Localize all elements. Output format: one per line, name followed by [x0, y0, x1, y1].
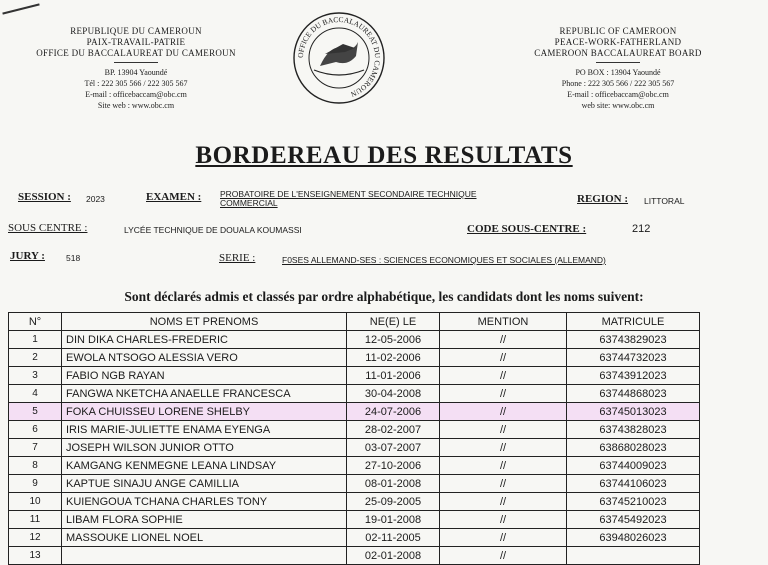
matricule: 63743829023	[567, 331, 700, 349]
session-value: 2023	[86, 194, 105, 204]
mention: //	[440, 403, 567, 421]
candidate-name	[62, 547, 347, 565]
birth-date: 12-05-2006	[347, 331, 440, 349]
col-header-name: NOMS ET PRENOMS	[62, 313, 347, 331]
table-row	[9, 439, 700, 457]
table-row	[9, 421, 700, 439]
table-row	[9, 331, 700, 349]
website-fr: Site web : www.obc.cm	[97, 101, 175, 110]
serie-value: F0SES ALLEMAND-SES : SCIENCES ECONOMIQUES ET SOCIALES (ALLEMAND)	[282, 255, 606, 265]
serie-label: SERIE :	[219, 252, 256, 264]
matricule: 63745492023	[567, 511, 700, 529]
jury-value: 518	[66, 253, 81, 263]
birth-date: 02-11-2005	[347, 529, 440, 547]
table-row	[9, 349, 700, 367]
candidate-name: FANGWA NKETCHA ANAELLE FRANCESCA	[62, 385, 347, 403]
results-table	[8, 312, 700, 565]
email-fr: E-mail : officebaccam@obc.cm	[85, 90, 187, 99]
candidate-name: DIN DIKA CHARLES-FREDERIC	[62, 331, 347, 349]
candidate-name: LIBAM FLORA SOPHIE	[62, 511, 347, 529]
table-row	[9, 457, 700, 475]
candidate-name: KAPTUE SINAJU ANGE CAMILLIA	[62, 475, 347, 493]
sous-centre-value: LYCÉE TECHNIQUE DE DOUALA KOUMASSI	[124, 225, 302, 235]
mention: //	[440, 367, 567, 385]
jury-label: JURY :	[10, 250, 45, 262]
matricule: 63745210023	[567, 493, 700, 511]
matricule: 63744009023	[567, 457, 700, 475]
birth-date: 30-04-2008	[347, 385, 440, 403]
birth-date: 03-07-2007	[347, 439, 440, 457]
postal-box-fr: BP. 13904 Yaoundé	[104, 68, 168, 77]
birth-date: 25-09-2005	[347, 493, 440, 511]
row-number: 7	[9, 439, 62, 457]
birth-date: 08-01-2008	[347, 475, 440, 493]
matricule: 63744868023	[567, 385, 700, 403]
seal-ring-text: OFFICE DU BACCALAUREAT DU CAMEROUN	[295, 14, 383, 99]
candidate-name: IRIS MARIE-JULIETTE ENAMA EYENGA	[62, 421, 347, 439]
mention: //	[440, 385, 567, 403]
examen-value-line1: PROBATOIRE DE L'ENSEIGNEMENT SECONDAIRE TECHNIQUE	[220, 189, 477, 199]
matricule: 63745013023	[567, 403, 700, 421]
birth-date: 11-01-2006	[347, 367, 440, 385]
row-number: 3	[9, 367, 62, 385]
table-header-row	[9, 313, 700, 331]
postal-box-en: PO BOX : 13904 Yaoundé	[575, 68, 661, 77]
row-number: 13	[9, 547, 62, 565]
row-number: 2	[9, 349, 62, 367]
row-number: 12	[9, 529, 62, 547]
candidate-name: JOSEPH WILSON JUNIOR OTTO	[62, 439, 347, 457]
matricule: 63743828023	[567, 421, 700, 439]
header-divider	[114, 62, 158, 63]
country-name-en: REPUBLIC OF CAMEROON	[559, 26, 677, 36]
mention: //	[440, 439, 567, 457]
website-en: web site: www.obc.cm	[581, 101, 655, 110]
region-label: REGION :	[577, 193, 629, 205]
table-row	[9, 511, 700, 529]
motto-fr: PAIX-TRAVAIL-PATRIE	[86, 37, 186, 47]
birth-date: 19-01-2008	[347, 511, 440, 529]
mention: //	[440, 331, 567, 349]
mention: //	[440, 547, 567, 565]
table-row	[9, 529, 700, 547]
mention: //	[440, 493, 567, 511]
birth-date: 27-10-2006	[347, 457, 440, 475]
table-row	[9, 385, 700, 403]
results-intro: Sont déclarés admis et classés par ordre alphabétique, les candidats dont les noms suivent:	[124, 289, 644, 304]
birth-date: 28-02-2007	[347, 421, 440, 439]
matricule: 63744732023	[567, 349, 700, 367]
mention: //	[440, 529, 567, 547]
col-header-matricule: MATRICULE	[567, 313, 700, 331]
table-row	[9, 547, 700, 565]
code-sous-centre-value: 212	[632, 223, 651, 235]
row-number: 1	[9, 331, 62, 349]
matricule: 63744106023	[567, 475, 700, 493]
row-number: 5	[9, 403, 62, 421]
col-header-birthdate: NE(E) LE	[347, 313, 440, 331]
mention: //	[440, 475, 567, 493]
candidate-name: KAMGANG KENMEGNE LEANA LINDSAY	[62, 457, 347, 475]
table-row	[9, 475, 700, 493]
office-name-en: CAMEROON BACCALAUREAT BOARD	[534, 48, 702, 58]
motto-en: PEACE-WORK-FATHERLAND	[554, 37, 682, 47]
sous-centre-label: SOUS CENTRE :	[8, 222, 88, 234]
matricule: 63868028023	[567, 439, 700, 457]
row-number: 9	[9, 475, 62, 493]
document-title: BORDEREAU DES RESULTATS	[195, 142, 573, 169]
row-number: 6	[9, 421, 62, 439]
mention: //	[440, 457, 567, 475]
row-number: 4	[9, 385, 62, 403]
phone-en: Phone : 222 305 566 / 222 305 567	[561, 79, 675, 88]
table-row	[9, 367, 700, 385]
office-name-fr: OFFICE DU BACCALAUREAT DU CAMEROUN	[36, 48, 236, 58]
code-sous-centre-label: CODE SOUS-CENTRE :	[467, 223, 587, 235]
country-name-fr: REPUBLIQUE DU CAMEROUN	[70, 26, 202, 36]
header-divider	[596, 62, 640, 63]
row-number: 8	[9, 457, 62, 475]
candidate-name: FOKA CHUISSEU LORENE SHELBY	[62, 403, 347, 421]
candidate-name: EWOLA NTSOGO ALESSIA VERO	[62, 349, 347, 367]
col-header-mention: MENTION	[440, 313, 567, 331]
candidate-name: KUIENGOUA TCHANA CHARLES TONY	[62, 493, 347, 511]
matricule: 63743912023	[567, 367, 700, 385]
candidate-name: MASSOUKE LIONEL NOEL	[62, 529, 347, 547]
birth-date: 02-01-2008	[347, 547, 440, 565]
table-row	[9, 403, 700, 421]
mention: //	[440, 349, 567, 367]
birth-date: 24-07-2006	[347, 403, 440, 421]
row-number: 10	[9, 493, 62, 511]
office-seal-logo	[292, 8, 386, 108]
scan-mark	[2, 3, 39, 14]
mention: //	[440, 421, 567, 439]
session-label: SESSION :	[18, 191, 71, 203]
table-row	[9, 493, 700, 511]
region-value: LITTORAL	[644, 196, 685, 206]
mention: //	[440, 511, 567, 529]
col-header-number: N°	[9, 313, 62, 331]
matricule: 63948026023	[567, 529, 700, 547]
examen-value-line2: COMMERCIAL	[220, 198, 278, 208]
birth-date: 11-02-2006	[347, 349, 440, 367]
header-right	[500, 26, 736, 111]
candidate-name: FABIO NGB RAYAN	[62, 367, 347, 385]
email-en: E-mail : officebaccam@obc.cm	[567, 90, 669, 99]
header-left	[20, 26, 252, 111]
phone-fr: Tél : 222 305 566 / 222 305 567	[84, 79, 188, 88]
row-number: 11	[9, 511, 62, 529]
matricule	[567, 547, 700, 565]
examen-label: EXAMEN :	[146, 191, 202, 203]
